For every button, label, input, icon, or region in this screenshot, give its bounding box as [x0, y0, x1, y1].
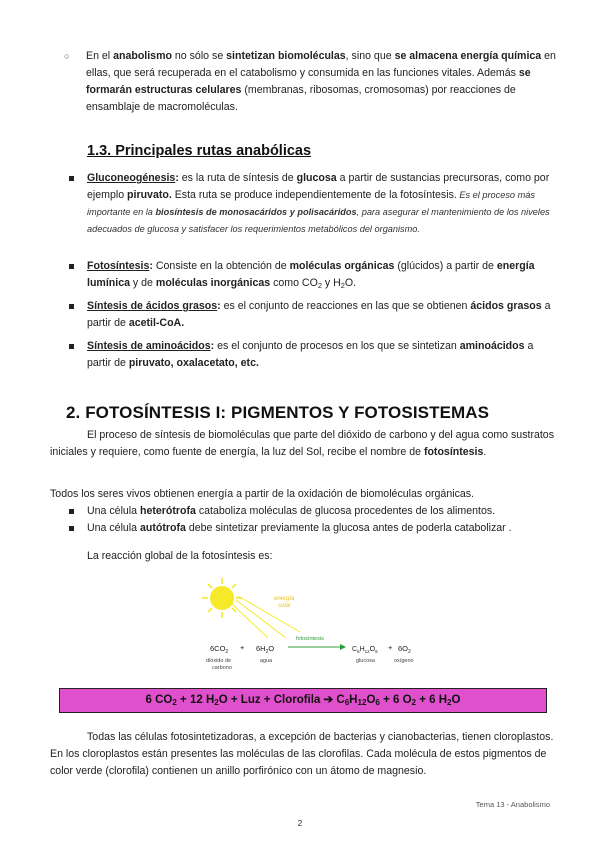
- anabolic-routes-list-4: [66, 338, 560, 372]
- bold-italic-run: biosíntesis de monosacáridos y polisacáridos: [155, 207, 357, 217]
- photosynthesis-intro: [50, 427, 562, 461]
- reactant-co2: $6CO_2$: [210, 644, 229, 655]
- term: Síntesis de ácidos grasos: [87, 300, 218, 312]
- bold-run: ácidos grasos: [470, 300, 542, 312]
- list-item-autotrofa: [66, 520, 560, 537]
- bold-run: fotosíntesis: [423, 446, 484, 458]
- bold-run: anabolismo: [113, 50, 172, 62]
- bold-run: moléculas orgánicas: [289, 260, 395, 272]
- photosynthesis-formula: 6 $CO_2 + 12$ $H_2O$ + Luz + Clorofila ➔ $C_6H_{12}O_6 + 6$ $O_2 + 6$ $H_2O$: [59, 688, 547, 713]
- text-run: (glúcidos) a partir de: [394, 260, 497, 272]
- reactant-h2o: $6H_2O$: [256, 644, 275, 655]
- list-item-gluconeogenesis: [66, 170, 560, 238]
- text-run: O.: [344, 277, 357, 289]
- subscript: 2: [317, 281, 322, 290]
- text-run: .: [483, 446, 487, 458]
- text-run: (membranas, ribosomas, cromosomas) por reacciones de ensamblaje de macromoléculas.: [86, 84, 516, 113]
- term: Gluconeogénesis: [87, 172, 176, 184]
- energy-label: energía: [274, 596, 295, 602]
- text-run: es la ruta de síntesis de: [178, 172, 297, 184]
- chloroplast-paragraph: Todas las células fotosintetizadoras, a excepción de bacterias y cianobacterias, tienen cloroplastos. En los cloroplastos están presentes las moléculas de las clorofilas. Cada molécula de estos pigmentos de color verde (clorofila) contienen un anillo porfirónico con un átomo de magnesio.: [50, 731, 554, 777]
- sun-icon: [202, 578, 242, 618]
- arrow-icon: ➔: [323, 694, 334, 706]
- product-glucose: $C_6H_{12}O_6$: [352, 646, 378, 654]
- page-number: 2: [297, 818, 303, 828]
- text-run: a partir de sustancias precursoras, como por ejemplo: [87, 172, 550, 201]
- label-glucose: glucosa: [356, 658, 375, 664]
- text-run: y de: [129, 277, 156, 289]
- term: Fotosíntesis: [87, 260, 150, 272]
- bold-run: aminoácidos: [459, 340, 525, 352]
- anabolismo-text: [66, 48, 556, 116]
- text-run: no sólo se: [171, 50, 227, 62]
- text-run: y H: [321, 277, 341, 289]
- text-run: a partir de: [87, 300, 551, 329]
- global-reaction-label: La reacción global de la fotosíntesis es:: [87, 550, 273, 562]
- text-run: Una célula: [87, 522, 140, 534]
- energy-label-2: solar: [278, 603, 292, 609]
- subscript: 2: [340, 281, 345, 290]
- text-run: :: [149, 260, 153, 272]
- bold-run: se almacena energía química: [394, 50, 542, 62]
- section-2-title: 2. FOTOSÍNTESIS I: PIGMENTOS Y FOTOSISTEMAS: [66, 403, 490, 422]
- plus-sign-2: +: [388, 643, 393, 652]
- text-run: :: [217, 300, 221, 312]
- reaction-arrow-icon: [288, 644, 346, 650]
- italic-run: Es el proceso más importante en la: [87, 190, 535, 217]
- text-run: Una célula: [87, 505, 140, 517]
- text-run: es el conjunto de procesos en los que se sintetizan: [214, 340, 460, 352]
- text-run: , sino que: [345, 50, 395, 62]
- bold-run: autótrofa: [140, 522, 186, 534]
- bold-run: se formarán estructuras celulares: [86, 67, 531, 96]
- anabolismo-list-item: [66, 48, 556, 116]
- bold-run: heterótrofa: [140, 505, 196, 517]
- text-run: Esta ruta se produce independientemente de la fotosíntesis.: [171, 189, 457, 201]
- bold-run: sintetizan biomoléculas: [226, 50, 346, 62]
- bold-run: acetil-CoA.: [128, 317, 185, 329]
- label-co2-2: carbono: [212, 665, 232, 671]
- anabolic-routes-list: [66, 170, 560, 238]
- text-run: cataboliza moléculas de glucosa procedentes de los alimentos.: [195, 505, 496, 517]
- all-beings-paragraph: Todos los seres vivos obtienen energía a partir de la oxidación de biomoléculas orgánicas.: [50, 488, 474, 500]
- list-item-acidos-grasos: [66, 298, 560, 332]
- text-run: En el: [86, 50, 114, 62]
- text-run: :: [175, 172, 179, 184]
- bold-run: glucosa: [296, 172, 337, 184]
- text-run: en ellas, que será recuperada en el catabolismo y consumida en las funciones vitales. Además: [86, 50, 556, 79]
- list-item-fotosintesis: [66, 258, 560, 292]
- italic-run: , para asegurar el mantenimiento de los niveles adecuados de glucosa y satisfacer los requerimientos metabólicos del organismo.: [87, 207, 550, 234]
- plus-sign: +: [240, 643, 245, 652]
- list-item-aminoacidos: [66, 338, 560, 372]
- text-run: a partir de: [87, 340, 534, 369]
- list-item-heterotrofa: [66, 503, 560, 520]
- text-run: es el conjunto de reacciones en las que se obtienen: [220, 300, 471, 312]
- anabolic-routes-list-2: [66, 258, 560, 292]
- text-run: como CO: [270, 277, 318, 289]
- text-run: El proceso de síntesis de biomoléculas que parte del dióxido de carbono y del agua como sustratos iniciales y requiere, como fuente de energía, la luz del Sol, recibe el nombre de: [50, 429, 554, 458]
- text-run: Consiste en la obtención de: [152, 260, 290, 272]
- label-co2: dióxido de: [206, 658, 232, 664]
- photosynthesis-diagram: [200, 574, 440, 676]
- bold-run: energía lumínica: [87, 260, 535, 289]
- arrow-label: fotosíntesis: [296, 636, 324, 642]
- circle-bullet-icon: ○: [64, 51, 70, 61]
- term: Síntesis de aminoácidos: [87, 340, 211, 352]
- text-run: debe sintetizar previamente la glucosa antes de poderla catabolizar .: [185, 522, 512, 534]
- footer-topic: Tema 13 - Anabolismo: [475, 800, 550, 809]
- bold-run: moléculas inorgánicas: [155, 277, 271, 289]
- bold-run: piruvato, oxalacetato, etc.: [128, 357, 259, 369]
- label-h2o: agua: [260, 658, 273, 664]
- label-o2: oxígeno: [394, 658, 414, 664]
- cell-types-list: [66, 503, 560, 537]
- section-1-3-title: 1.3. Principales rutas anabólicas: [87, 143, 312, 159]
- product-o2: $6O_2$: [398, 644, 411, 655]
- bold-run: piruvato.: [127, 189, 172, 201]
- anabolic-routes-list-3: [66, 298, 560, 332]
- text-run: :: [210, 340, 215, 352]
